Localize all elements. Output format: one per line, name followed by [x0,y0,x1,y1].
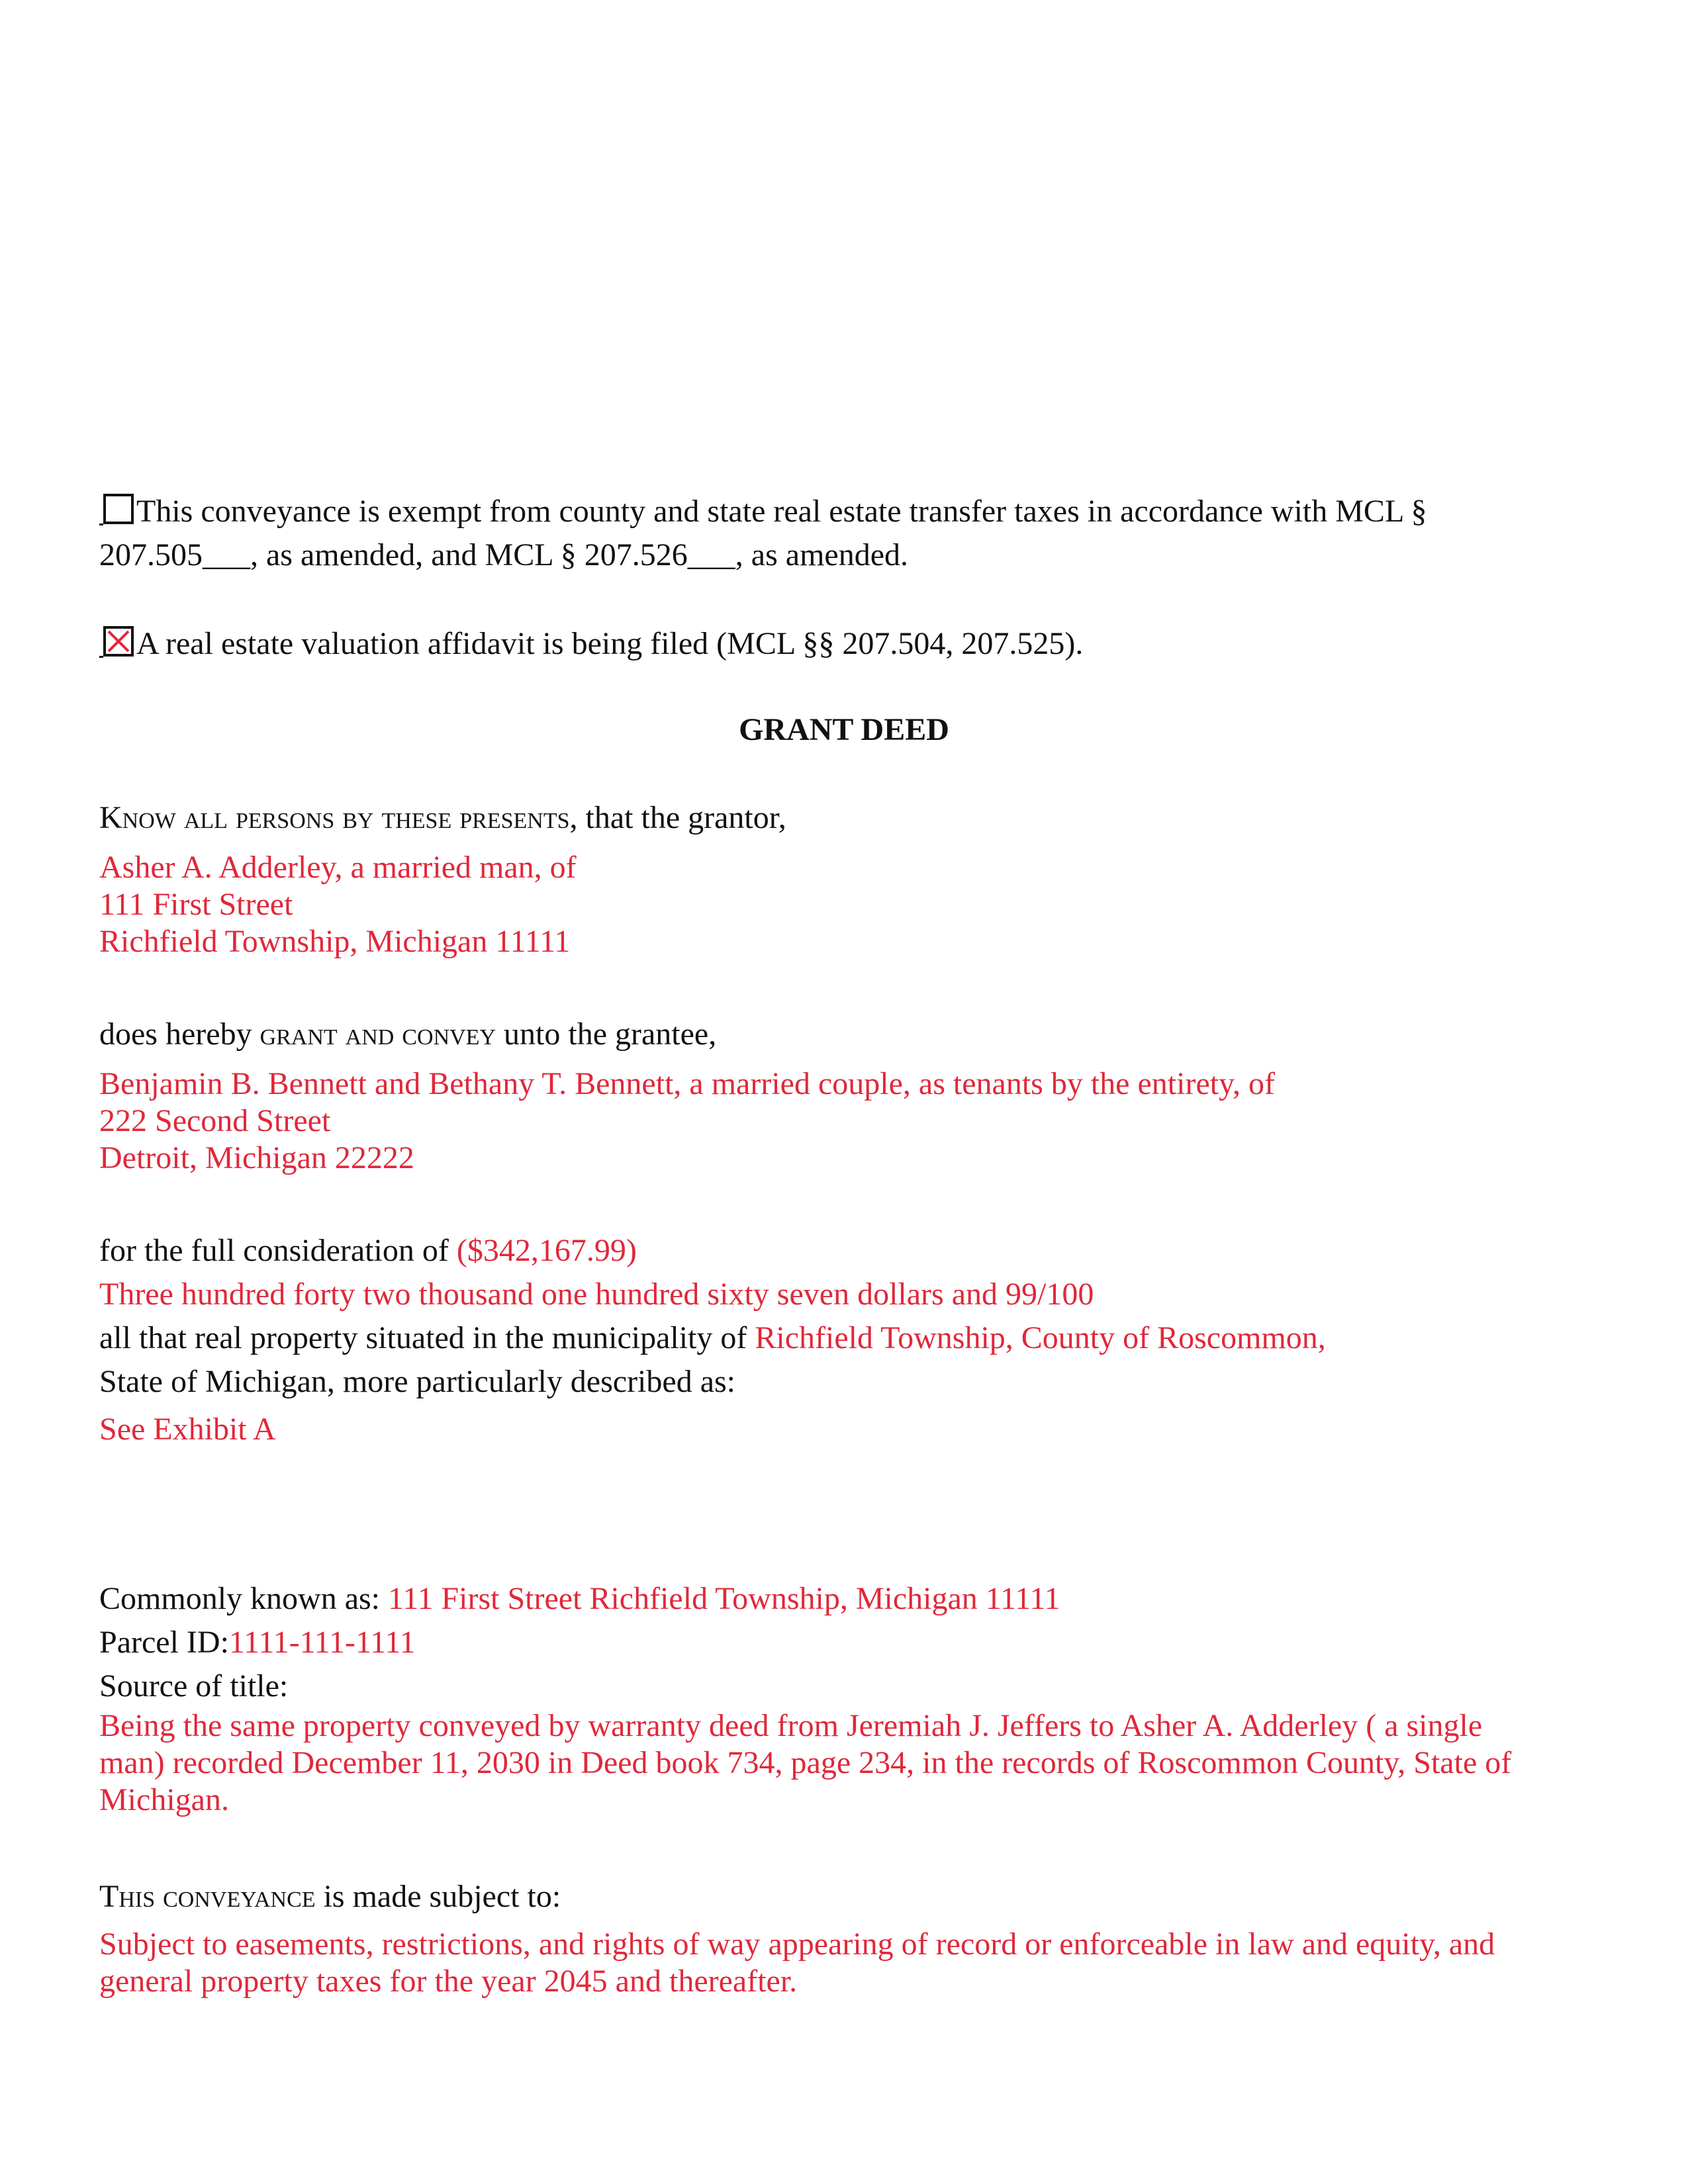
subject-rest: is made subject to: [315,1879,561,1914]
exhibit-reference: See Exhibit A [99,1412,276,1447]
situated-label: all that real property situated in the municipality of [99,1320,755,1355]
grantee-city: Detroit, Michigan 22222 [99,1140,414,1175]
parcel-value: 1111-111-1111 [228,1625,416,1660]
grantee-block [99,1066,1275,1177]
grantor-name: Asher A. Adderley, a married man, of [99,850,577,885]
parcel-line [99,1621,1060,1664]
grantor-street: 111 First Street [99,887,293,922]
document-title: GRANT DEED [739,712,949,747]
municipality: Richfield Township, County of Roscommon, [755,1320,1326,1355]
x-check-icon [106,629,131,654]
grant-post: unto the grantee, [496,1017,717,1052]
grant-smallcaps: grant and convey [259,1017,496,1052]
commonly-known-value: 111 First Street Richfield Township, Michigan 11111 [388,1581,1060,1616]
exempt-text-line2: 207.505___, as amended, and MCL § 207.526___, as amended. [99,537,909,572]
grantee-name: Benjamin B. Bennett and Bethany T. Bennett, a married couple, as tenants by the entirety, of [99,1066,1275,1101]
exempt-paragraph [99,490,1427,577]
source-line: Being the same property conveyed by warranty deed from Jeremiah J. Jeffers to Asher A. Adderley ( a single [99,1708,1483,1743]
subject-line: Subject to easements, restrictions, and rights of way appearing of record or enforceable in law and equity, and [99,1927,1495,1962]
subject-smallcaps: This conveyance [99,1879,316,1914]
grantor-intro [99,796,786,840]
grant-pre: does hereby [99,1017,260,1052]
affidavit-paragraph [99,622,1083,666]
source-label: Source of title: [99,1668,289,1704]
state-line: State of Michigan, more particularly described as: [99,1364,736,1399]
grant-convey-line [99,1013,716,1056]
affidavit-text: A real estate valuation affidavit is being filed (MCL §§ 207.504, 207.525). [136,626,1084,661]
subject-heading [99,1875,561,1919]
grantor-intro-smallcaps: Know all persons by these presents [99,800,570,835]
source-line: man) recorded December 11, 2030 in Deed book 734, page 234, in the records of Roscommon County, State of [99,1745,1512,1780]
consideration-words: Three hundred forty two thousand one hundred sixty seven dollars and 99/100 [99,1277,1094,1312]
consideration-label: for the full consideration of [99,1233,457,1268]
source-line: Michigan. [99,1782,229,1817]
consideration-line [99,1229,1326,1273]
grantor-intro-rest: , that the grantor, [569,800,786,835]
situated-line [99,1316,1326,1360]
parcel-label: Parcel ID: [99,1625,229,1660]
grantor-city: Richfield Township, Michigan 11111 [99,924,571,959]
commonly-known-label: Commonly known as: [99,1581,389,1616]
consideration-amount: ($342,167.99) [456,1233,637,1268]
source-block [99,1707,1511,1819]
property-block [99,1577,1060,1708]
subject-block [99,1926,1495,2000]
grantee-street: 222 Second Street [99,1103,331,1138]
affidavit-checkbox[interactable] [103,626,134,657]
exempt-text: This conveyance is exempt from county and state real estate transfer taxes in accordance with MCL § [136,494,1427,529]
exempt-checkbox[interactable] [103,494,134,524]
subject-line: general property taxes for the year 2045 and thereafter. [99,1964,798,1999]
consideration-block [99,1229,1326,1451]
grantor-block [99,849,577,960]
commonly-known-line [99,1577,1060,1621]
